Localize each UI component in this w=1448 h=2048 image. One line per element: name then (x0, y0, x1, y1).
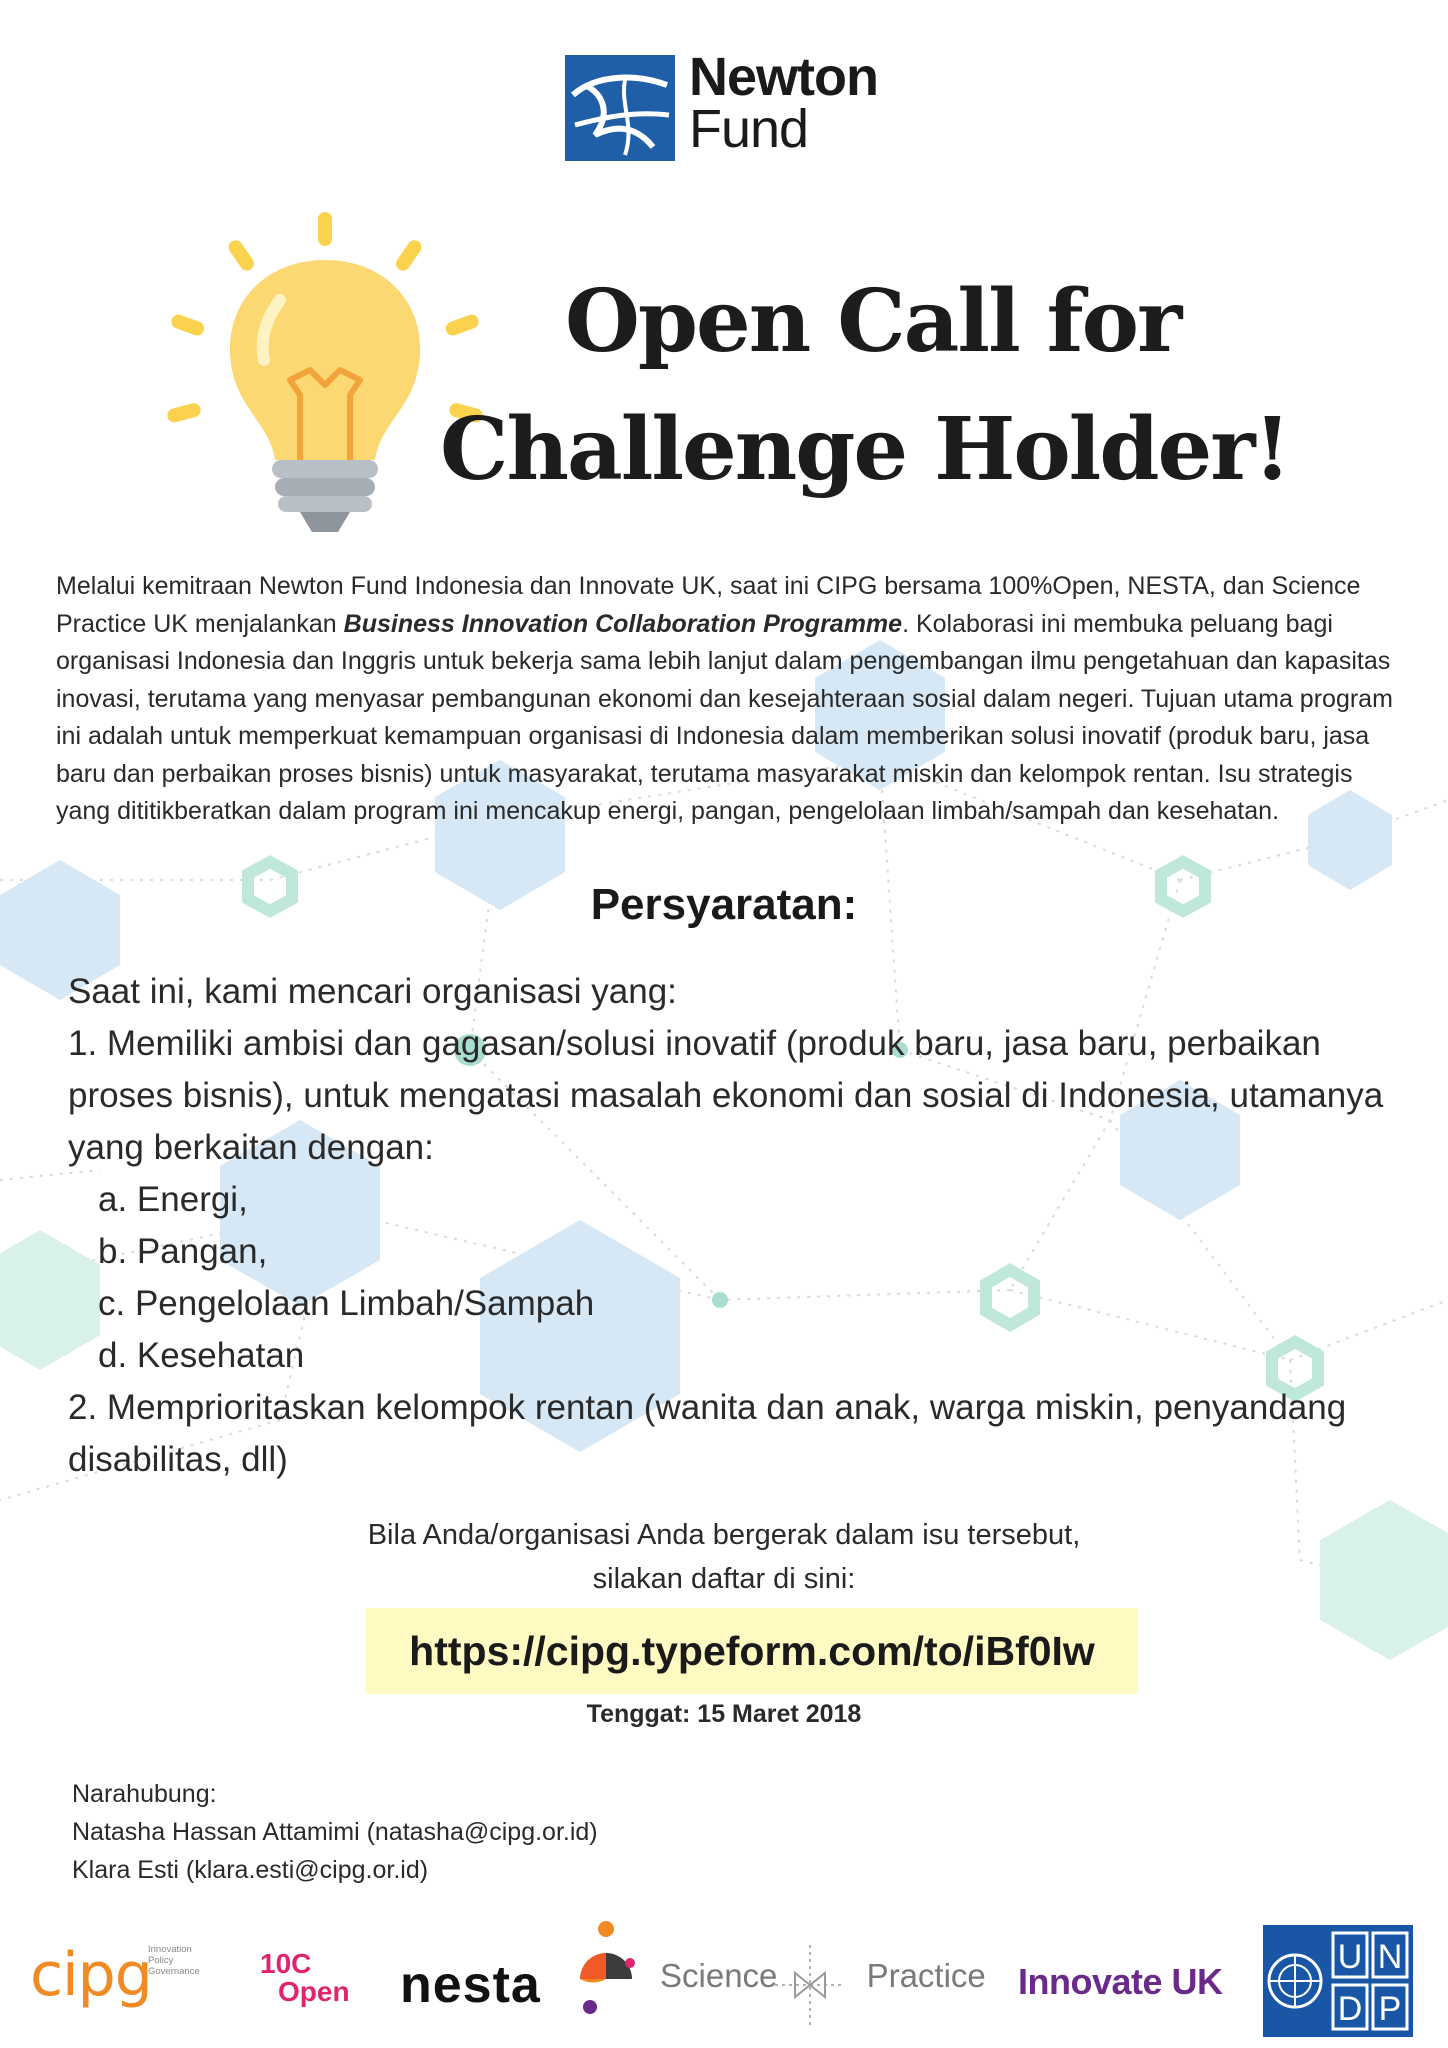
contact-block (72, 1775, 598, 1889)
science-practice-logo: Science Practice (660, 1957, 986, 1994)
logo-line2: Fund (689, 99, 809, 159)
nesta-mark-icon (560, 1919, 640, 2019)
requirement-item-1: 1. Memiliki ambisi dan gagasan/solusi inovatif (produk baru, jasa baru, perbaikan proses bisnis), untuk mengatasi masalah ekonomi dan sosial di Indonesia, utamanya yang berkaitan dengan: (68, 1024, 1384, 1167)
registration-link[interactable]: https://cipg.typeform.com/to/iBf0Iw (366, 1608, 1138, 1694)
cipg-logo (30, 1940, 200, 2010)
newton-fund-emblem-icon (565, 55, 675, 161)
requirements-list (68, 966, 1408, 1486)
open-logo-line2: Open (278, 1976, 350, 2007)
open-logo-line1: 10C (260, 1948, 312, 1979)
deadline-text: Tenggat: 15 Maret 2018 (586, 1700, 862, 1728)
requirement-item-2: 2. Memprioritaskan kelompok rentan (wanita dan anak, warga miskin, penyandang disabilitas, dll) (68, 1388, 1347, 1479)
100-open-logo (260, 1950, 350, 2006)
programme-name: Business Innovation Collaboration Programme (343, 609, 903, 638)
page-title (440, 258, 1290, 514)
requirements-lead: Saat ini, kami mencari organisasi yang: (68, 972, 677, 1011)
partner-logos (0, 1905, 1448, 2028)
undp-letter-d: D (1337, 1990, 1363, 2028)
undp-logo (1263, 1925, 1413, 2037)
call-to-action (0, 1513, 1448, 1601)
intro-text-before: Melalui kemitraan Newton Fund Indonesia dan Innovate UK, saat ini CIPG bersama 100%Open, NESTA, dan Science Practice UK menjalankan (56, 572, 1361, 638)
contact-label: Narahubung: (72, 1780, 217, 1808)
title-line2: Challenge Holder! (440, 399, 1290, 500)
requirements-heading: Persyaratan: (590, 880, 858, 929)
nesta-logo: nesta (400, 1956, 541, 2014)
intro-text-after: . Kolaborasi ini membuka peluang bagi organisasi Indonesia dan Inggris untuk bekerja sama lebih lanjut dalam pengembangan ilmu pengetahuan dan kapasitas inovasi, terutama yang menyasar pembangunan ekonomi dan kesejahteraan sosial dalam negeri. Tujuan utama program ini adalah untuk memperkuat kemampuan organisasi di Indonesia dalam memberikan solusi inovatif (produk baru, jasa baru dan perbaikan proses bisnis) untuk masyarakat, terutama masyarakat miskin dan kelompok rentan. Isu strategis yang dititikberatkan dalam program ini mencakup energi, pangan, pengelolaan limbah/sampah dan kesehatan. (56, 609, 1393, 825)
requirement-sub-c: c. Pengelolaan Limbah/Sampah (98, 1284, 595, 1323)
contact-person-1: Natasha Hassan Attamimi (natasha@cipg.or.id) (72, 1818, 598, 1846)
logo-line1: Newton (689, 47, 878, 107)
contact-person-2: Klara Esti (klara.esti@cipg.or.id) (72, 1856, 429, 1884)
cipg-tagline: Innovation Policy Governance (148, 1944, 200, 1977)
undp-letter-n: N (1377, 1938, 1403, 1976)
cta-line2: silakan daftar di sini: (592, 1563, 856, 1595)
intro-paragraph (56, 568, 1396, 831)
cipg-wordmark: cipg (30, 1940, 152, 2010)
requirement-sub-b: b. Pangan, (98, 1232, 268, 1271)
cta-line1: Bila Anda/organisasi Anda bergerak dalam isu tersebut, (367, 1519, 1081, 1551)
science-practice-mark-icon (775, 1945, 845, 2025)
undp-letter-u: U (1337, 1938, 1363, 1976)
innovate-uk-logo: Innovate UK (1018, 1961, 1223, 2002)
newton-fund-logo (565, 47, 925, 165)
requirement-sub-a: a. Energi, (98, 1180, 248, 1219)
title-line1: Open Call for (565, 271, 1181, 372)
undp-emblem (1263, 1925, 1413, 2037)
undp-letter-p: P (1378, 1990, 1402, 2028)
requirement-sub-d: d. Kesehatan (98, 1336, 305, 1375)
